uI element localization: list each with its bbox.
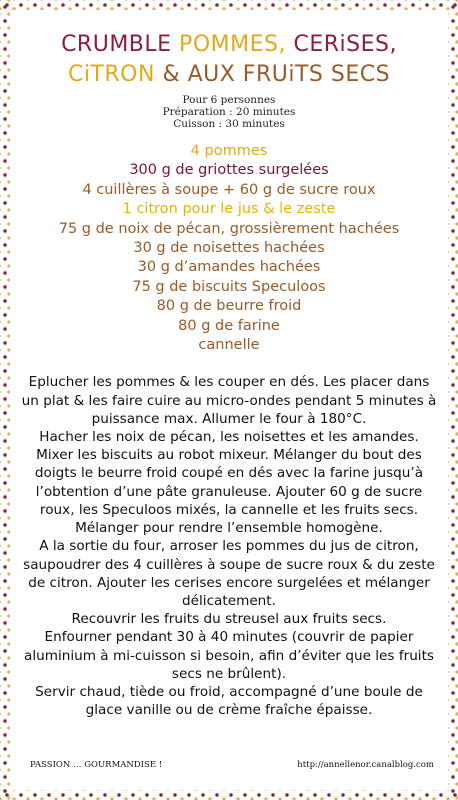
ingredient-item: 80 g de farine bbox=[178, 317, 280, 334]
ingredient-item: 75 g de biscuits Speculoos bbox=[132, 278, 326, 295]
title-pommes: POMMES, bbox=[179, 32, 286, 57]
title-crumble: CRUMBLE bbox=[61, 32, 172, 57]
title-fruits-secs: & AUX FRUiTS SECS bbox=[162, 62, 391, 87]
cook-time: Cuisson : 30 minutes bbox=[173, 118, 285, 130]
dotted-border-top bbox=[0, 0, 458, 10]
ingredient-list bbox=[18, 142, 440, 355]
footer-tagline: PASSION … GOURMANDISE ! bbox=[30, 760, 163, 770]
ingredient-item: 30 g de noisettes hachées bbox=[133, 240, 325, 257]
dotted-border-bottom bbox=[0, 790, 458, 800]
recipe-meta bbox=[18, 94, 440, 130]
ingredient-item: 4 cuillères à soupe + 60 g de sucre roux bbox=[82, 181, 376, 198]
title-citron: CiTRON bbox=[67, 62, 155, 87]
ingredient-item: 30 g d’amandes hachées bbox=[137, 259, 321, 276]
ingredient-item: 80 g de beurre froid bbox=[156, 298, 302, 315]
instruction-step: Eplucher les pommes & les couper en dés. Les placer dans un plat & les faire cuire au micro-ondes pendant 5 minutes à puissance max. Allumer le four à 180°C. bbox=[21, 374, 437, 427]
prep-time: Préparation : 20 minutes bbox=[162, 106, 296, 118]
recipe-title bbox=[18, 30, 440, 90]
instruction-step: Enfourner pendant 30 à 40 minutes (couvrir de papier aluminium à mi-cuisson si besoin, afin d’éviter que les fruits secs ne brûlent). bbox=[24, 629, 434, 682]
instruction-step: Hacher les noix de pécan, les noisettes et les amandes. bbox=[39, 429, 419, 446]
servings: Pour 6 personnes bbox=[182, 94, 276, 106]
instruction-step: Mixer les biscuits au robot mixeur. Mélanger du bout des doigts le beurre froid coupé en dés avec la farine jusqu’à l’obtention d’une pâte granuleuse. Ajouter 60 g de sucre roux, les Speculoos mixés, la cannelle et les fruits secs. Mélanger pour rendre l’ensemble homogène. bbox=[34, 447, 424, 537]
ingredient-item: 4 pommes bbox=[190, 143, 268, 159]
dotted-border-left bbox=[0, 0, 10, 800]
instruction-step: Recouvrir les fruits du streusel aux fruits secs. bbox=[71, 611, 387, 628]
recipe-content bbox=[18, 30, 440, 719]
ingredient-item: 75 g de noix de pécan, grossièrement hachées bbox=[58, 220, 400, 237]
ingredient-item: cannelle bbox=[198, 337, 260, 354]
ingredient-item: 300 g de griottes surgelées bbox=[129, 162, 329, 179]
instruction-step: A la sortie du four, arroser les pommes du jus de citron, saupoudrer des 4 cuillères à soupe de sucre roux & du zeste de citron. Ajouter les cerises encore surgelées et mélanger délicatement. bbox=[23, 538, 435, 609]
title-cerises: CERiSES, bbox=[293, 32, 397, 57]
footer-blog-link[interactable]: http://annellenor.canalblog.com bbox=[297, 760, 434, 770]
dotted-border-right bbox=[448, 0, 458, 800]
instruction-step: Servir chaud, tiède ou froid, accompagné d’une boule de glace vanille ou de crème fraîche épaisse. bbox=[35, 683, 423, 719]
ingredient-item: 1 citron pour le jus & le zeste bbox=[122, 201, 336, 218]
instructions bbox=[18, 373, 440, 719]
